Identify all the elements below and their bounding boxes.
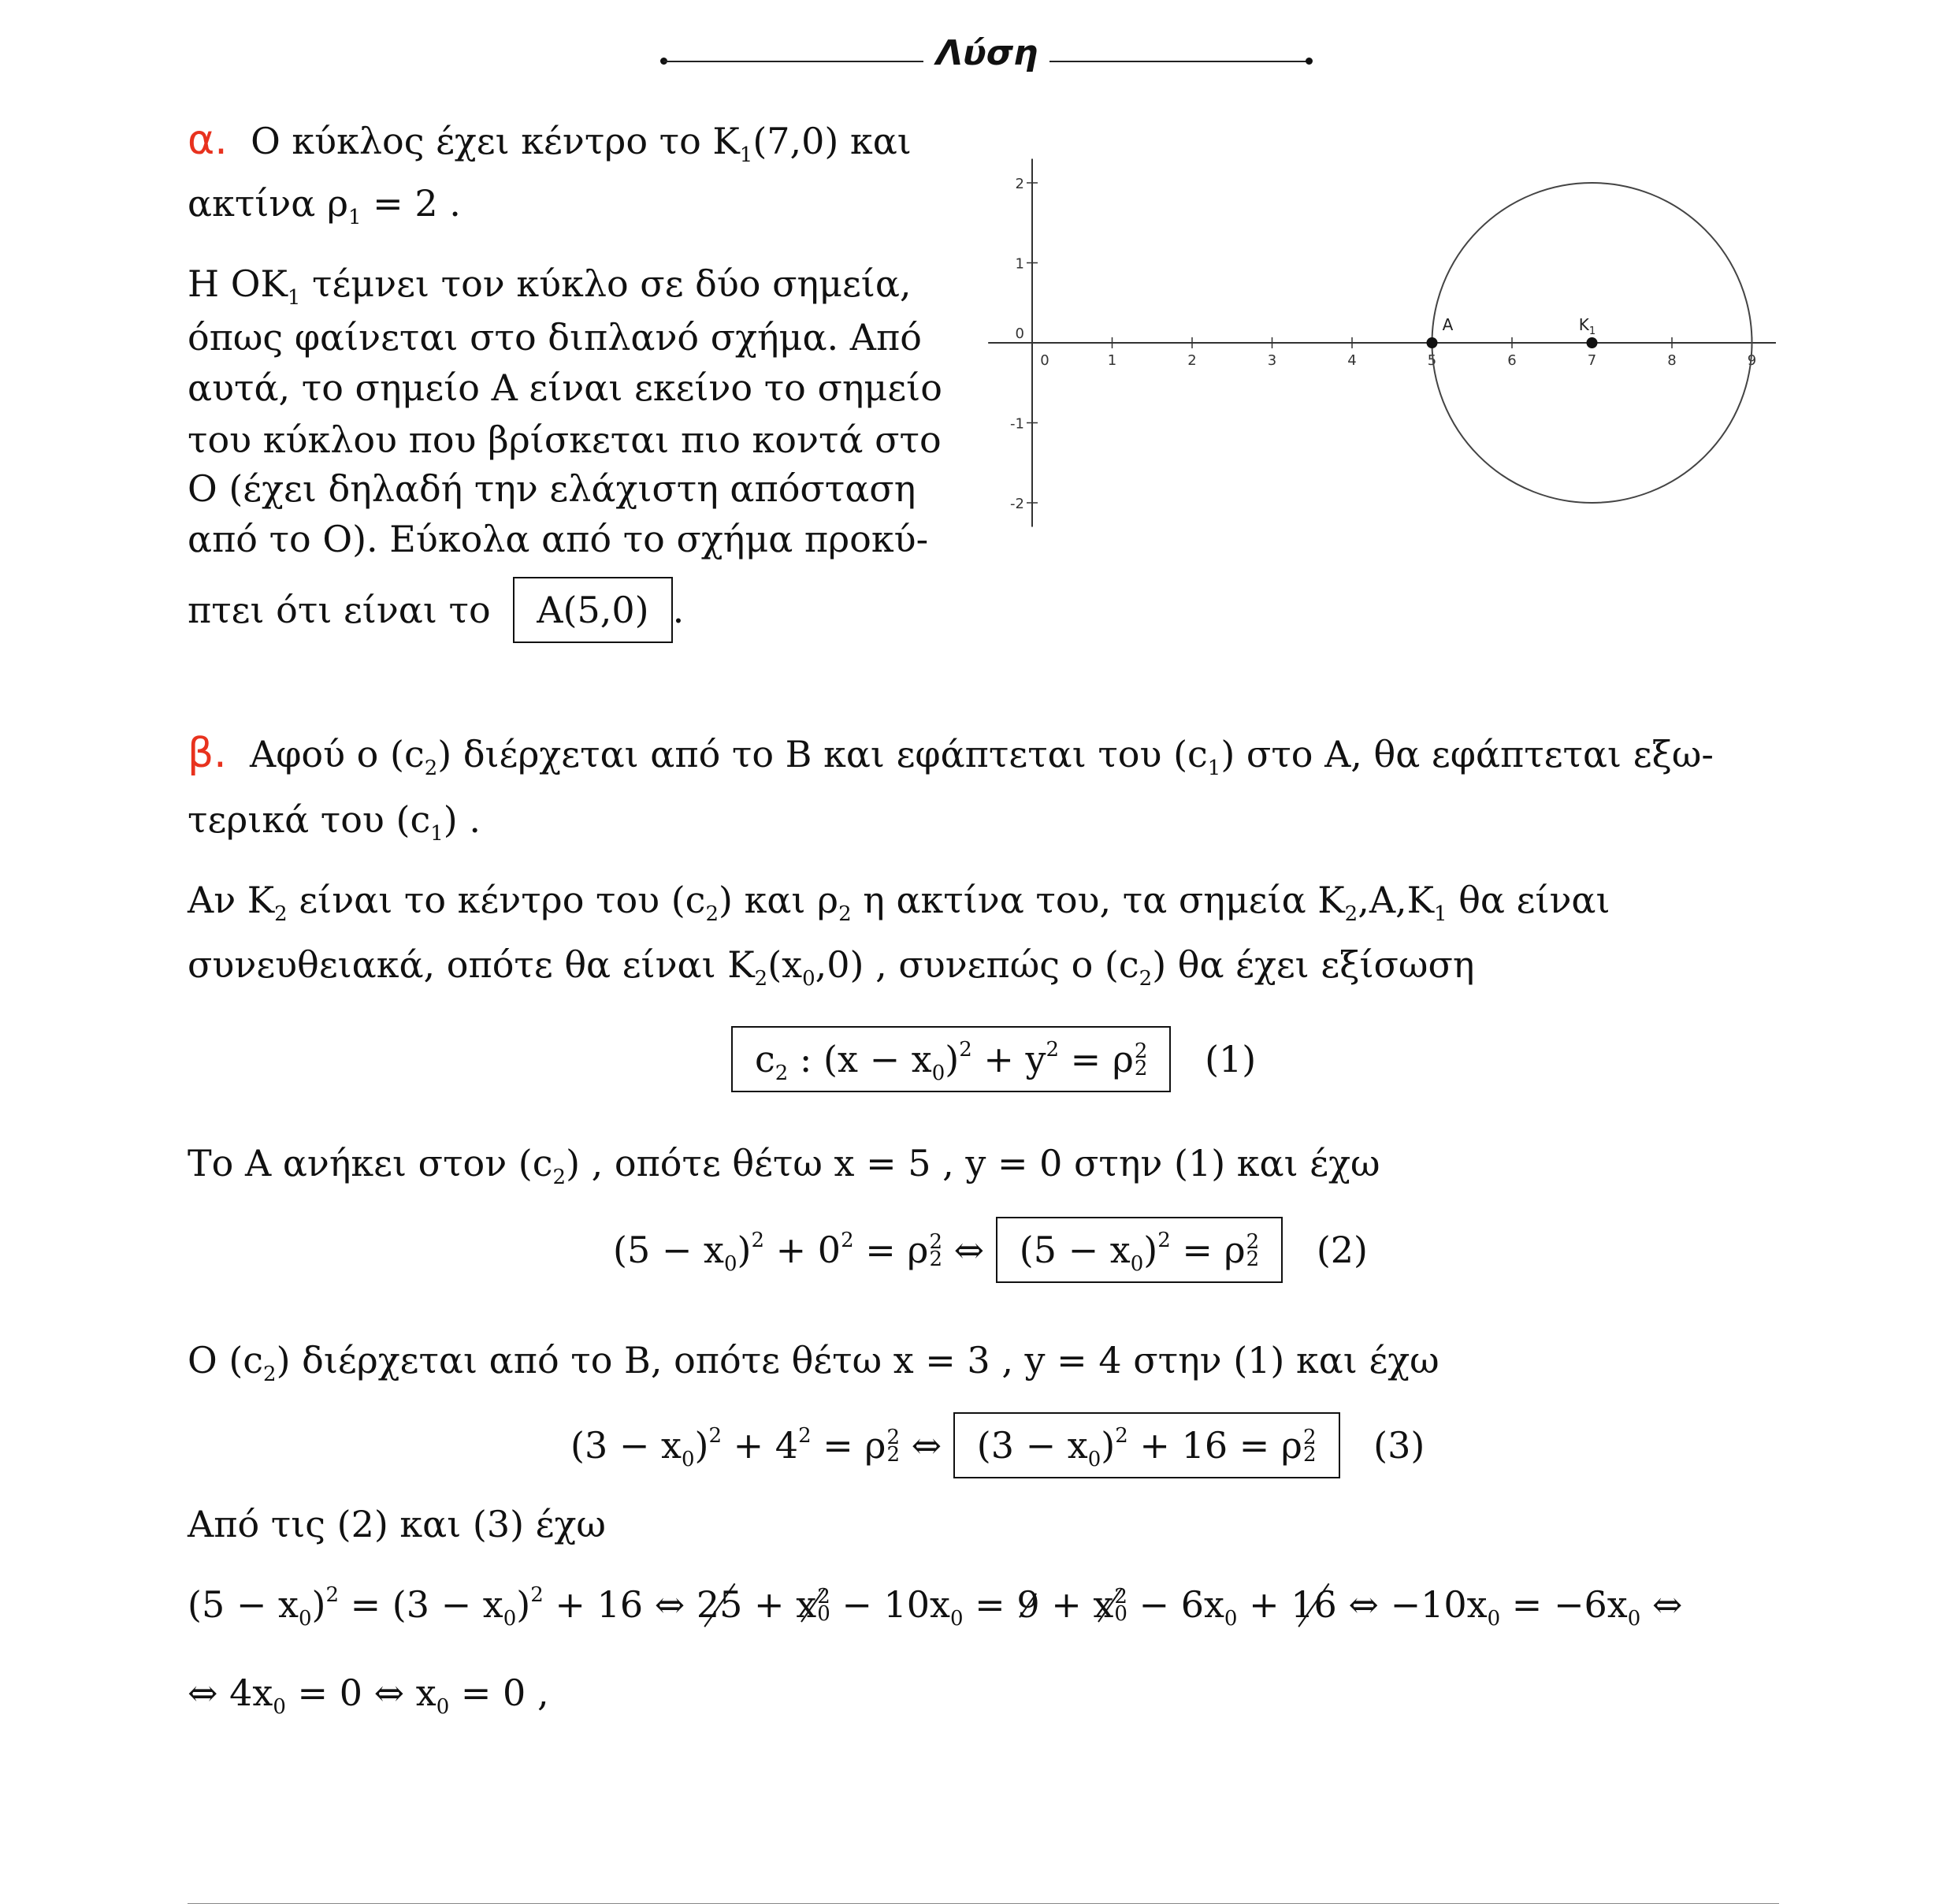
x-tick-label: 6 [1507,352,1517,369]
equation-3-tag: (3) [1373,1424,1425,1467]
equation-1 [731,1026,1256,1092]
part-b-line-5: Το Α ανήκει στον $(c_2)$ , οπότε θέτω x = 5 , y = 0 στην (1) και έχω [188,1142,1380,1189]
x-tick-label: 7 [1587,352,1597,369]
solution-title: Λύση [936,33,1038,73]
x-tick-label: 2 [1187,352,1197,369]
point-label: $K_1$ [1578,315,1596,337]
x-tick-label: 5 [1427,352,1437,369]
part-a-label: α. [188,117,228,164]
equation-3-box: $(3 - x_0)^2 + 16 = \rho$ 2 2 [953,1412,1340,1478]
equation-3: $(3 - x_0)^2 + 4^2 = \rho$ 2 2 ⇔ $(3 - x_0)^2 + 16 = \rho$ 2 2 (3) [570,1412,1425,1478]
header-left-rule [663,61,923,62]
y-tick-label: -1 [1010,415,1024,433]
header-right-rule [1049,61,1309,62]
equation-1-tag: (1) [1205,1038,1257,1080]
cancelled-term: x 2 0 [1093,1581,1127,1628]
x-tick-label: 4 [1347,352,1357,369]
circle-chart [977,150,1796,544]
equation-2-tag: (2) [1316,1229,1368,1271]
part-a-para2-line-2: όπως φαίνεται στο διπλανό σχήμα. Από [188,316,922,359]
part-a-para2-line-5: Ο (έχει δηλαδή την ελάχιστη απόσταση [188,467,916,510]
x-tick-label: 0 [1040,352,1049,369]
part-a-para2-line-3: αυτά, το σημείο Α είναι εκείνο το σημείο [188,366,942,409]
point-label: A [1442,315,1454,334]
equation-5: ⇔ $4x_0 = 0$ ⇔ $x_0 = 0$ , [188,1672,549,1719]
part-b-line-7: Από τις (2) και (3) έχω [188,1503,606,1545]
equation-4: $(5 - x_0)^2 = (3 - x_0)^2 + 16$ ⇔ 25 + x 2 0 − $10x_0 = 9 + x$ 2 0 − $6x_0 + 16$ ⇔ $-10x_0 = -6x_0$ ⇔ [188,1581,1682,1628]
x-tick-label: 1 [1107,352,1117,369]
part-b-label: β. [188,730,227,777]
part-b-line-4: συνευθειακά, οπότε θα είναι $K_2(x_0,0)$ , συνεπώς ο $(c_2)$ θα έχει εξίσωση [188,943,1475,991]
equation-1-box: $c_2$ : $(x - x_0)^2 + y^2 = \rho$ 2 2 [731,1026,1171,1092]
part-b-line-3: Αν $K_2$ είναι το κέντρο του $(c_2)$ και $\rho_2$ η ακτίνα του, τα σημεία $K_2,A,K_1$ θα είναι [188,879,1610,926]
y-tick-label: 0 [1015,325,1024,342]
equation-2-box: $(5 - x_0)^2 = \rho$ 2 2 [996,1217,1283,1283]
part-a-line-1: α. Ο κύκλος έχει κέντρο το $K_1(7,0)$ και [188,117,912,167]
part-a-line-2: ακτίνα $\rho_1 = 2$ . [188,182,461,229]
cancelled-term: 9 [1016,1581,1039,1628]
part-a-para2-line-6: από το Ο). Εύκολα από το σχήμα προκύ- [188,518,929,560]
y-tick-label: -2 [1010,496,1024,512]
cancelled-term: x 2 0 [796,1581,830,1628]
x-tick-label: 8 [1667,352,1677,369]
part-b-line-1: β. Αφού ο $(c_2)$ διέρχεται από το Β και εφάπτεται του $(c_1)$ στο Α, θα εφάπτεται εξω- [188,730,1714,780]
part-a-para2-line-7: πτει ότι είναι το Α(5,0) . [188,577,684,643]
part-a-para2-line-1: Η $OK_1$ τέμνει τον κύκλο σε δύο σημεία, [188,262,912,310]
x-tick-label: 3 [1267,352,1277,369]
point-k1 [1587,337,1598,348]
part-b-line-2: τερικά του $(c_1)$ . [188,798,481,846]
y-tick-label: 2 [1015,176,1024,192]
y-tick-label: 1 [1015,255,1024,273]
answer-box: Α(5,0) [513,577,672,643]
header-right-dot [1306,58,1313,65]
cancelled-term: 25 [697,1581,743,1628]
part-b-line-6: Ο $(c_2)$ διέρχεται από το Β, οπότε θέτω x = 3 , y = 4 στην (1) και έχω [188,1339,1439,1386]
part-a-para2-line-4: του κύκλου που βρίσκεται πιο κοντά στο [188,418,942,461]
point-a [1427,337,1438,348]
x-tick-label: 9 [1747,352,1757,369]
equation-2: $(5 - x_0)^2 + 0^2 = \rho$ 2 2 ⇔ $(5 - x_0)^2 = \rho$ 2 2 (2) [613,1217,1368,1283]
cancelled-term: 16 [1291,1581,1337,1628]
